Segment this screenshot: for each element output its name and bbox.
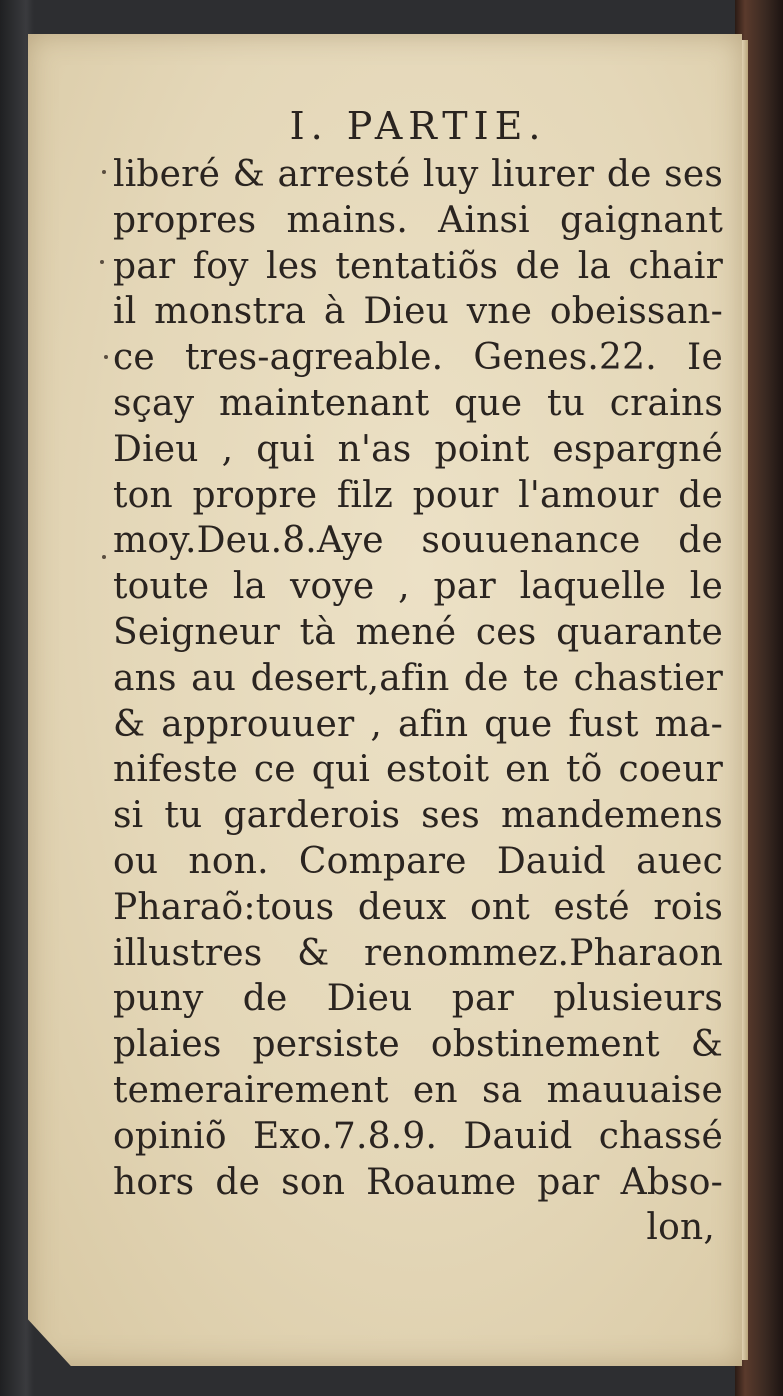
text-line: toute la voye , par laquelle le [113,566,723,608]
margin-dot [102,555,106,559]
page-text-block [113,100,723,1251]
running-header: I. PARTIE. [289,104,547,148]
text-line: temerairement en sa mauuaise [113,1069,723,1111]
text-line: sçay maintenant que tu crains [113,382,723,424]
text-line: Seigneur tà mené ces quarante [113,611,723,653]
text-line: hors de son Roaume par Abso- [113,1161,723,1203]
text-line: Dieu , qui n'as point espargné [113,428,723,470]
text-line: il monstra à Dieu vne obeissan- [113,291,723,333]
text-line: puny de Dieu par plusieurs [113,978,723,1020]
text-line: plaies persiste obstinement & [113,1024,723,1066]
text-line: ton propre filz pour l'amour de [113,474,723,516]
text-line: si tu garderois ses mandemens [113,795,723,837]
text-line: nifeste ce qui estoit en tõ coeur [113,749,723,791]
text-line: Pharaõ:tous deux ont esté rois [113,886,723,928]
margin-dot [100,260,104,264]
margin-dot [104,355,108,359]
text-line: ce tres-agreable. Genes.22. Ie [113,337,723,379]
text-line: opiniõ Exo.7.8.9. Dauid chassé [113,1115,723,1157]
margin-marks [100,150,108,750]
catchword: lon, [646,1207,715,1249]
text-line: illustres & renommez.Pharaon [113,932,723,974]
text-line: par foy les tentatiõs de la chair [113,245,723,287]
text-line: liberé & arresté luy liurer de ses [113,154,723,195]
text-line: & approuuer , afin que fust ma- [113,703,723,745]
text-line: ans au desert,afin de te chastier [113,657,723,699]
text-line: propres mains. Ainsi gaignant [113,199,723,241]
text-line: moy.Deu.8.Aye souuenance de [113,520,723,562]
text-line: ou non. Compare Dauid auec [113,840,723,882]
margin-dot [102,170,106,174]
